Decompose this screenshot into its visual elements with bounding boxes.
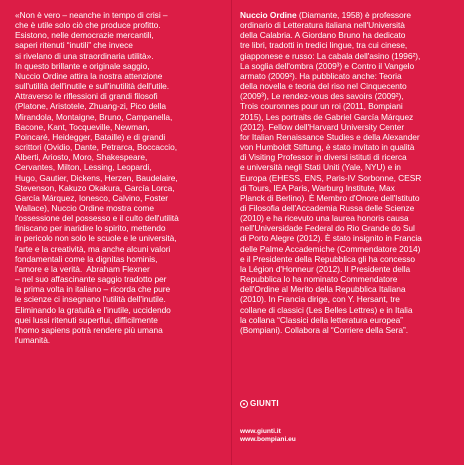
text-line: Poincaré, Heidegger, Bataille) e di grandi bbox=[15, 131, 166, 142]
text-line: si rivelano di una straordinaria utilità». bbox=[15, 50, 154, 61]
text-line: saperi ritenuti “inutili” che invece bbox=[15, 40, 133, 51]
text-line: della novella e teoria del riso nel Cinquecento bbox=[240, 81, 407, 92]
text-line: le scienze ci insegnano l'utilità dell'inutile. bbox=[15, 294, 166, 305]
text-line: In questo brillante e originale saggio, bbox=[15, 60, 150, 71]
text-line: l'homo sapiens potrà rendere più umana bbox=[15, 324, 163, 335]
text-line: e il Presidente della Repubblica gli ha concesso bbox=[240, 253, 415, 264]
text-line: e università negli Stati Uniti (Yale, NYU) e in bbox=[240, 162, 401, 173]
text-line: Cervantes, Milton, Lessing, Leopardi, bbox=[15, 162, 152, 173]
text-line: Hugo, Gautier, Dickens, Herzen, Baudelaire, bbox=[15, 172, 178, 183]
text-line: Mirandola, Montaigne, Bruno, Campanella, bbox=[15, 111, 173, 122]
book-description bbox=[15, 10, 225, 345]
text-line: von Humboldt Stiftung, è stato invitato in qualità bbox=[240, 142, 415, 153]
text-line: Esistono, nelle democrazie mercantili, bbox=[15, 30, 154, 41]
publisher-urls bbox=[240, 428, 296, 445]
text-line: l'arte e la creatività, ma anche alcuni valori bbox=[15, 243, 171, 254]
text-line: Wallace), Nuccio Ordine mostra come bbox=[15, 202, 154, 213]
text-line: Nuccio Ordine (Diamante, 1958) è professore bbox=[240, 10, 412, 20]
text-line: nell'Universidade Federal do Rio Grande do Sul bbox=[240, 223, 415, 234]
publisher-logo bbox=[240, 399, 279, 408]
text-line: in pericolo non solo le scuole e le università, bbox=[15, 233, 177, 244]
text-line: Attraverso le riflessioni di grandi filosofi bbox=[15, 91, 158, 102]
text-line: che è utile solo ciò che produce profitto. bbox=[15, 20, 161, 31]
text-line: (Bompiani). Collabora al “Corriere della Sera”. bbox=[240, 324, 409, 335]
text-line: Repubblica lo ha nominato Commendatore bbox=[240, 274, 398, 285]
text-line: Alberti, Ariosto, Moro, Shakespeare, bbox=[15, 152, 148, 163]
text-line: la collana “Classici della letteratura europea” bbox=[240, 314, 403, 325]
text-line: Bacone, Kant, Tocqueville, Newman, bbox=[15, 121, 150, 132]
author-biography bbox=[240, 10, 460, 335]
text-line: la prima volta in italiano – ricorda che pure bbox=[15, 284, 171, 295]
text-line: ordinario di Letteratura italiana nell'Università bbox=[240, 20, 405, 31]
text-line: finiscano per inaridire lo spirito, mettendo bbox=[15, 223, 166, 234]
text-line: dell'Ordine al Merito della Repubblica Italiana bbox=[240, 284, 406, 295]
text-line: collane di classici (Les Belles Lettres) e in Italia bbox=[240, 304, 413, 315]
text-line: quei lussi ritenuti superflui, difficilmente bbox=[15, 314, 158, 325]
text-line: fondamentali come la dignitas hominis, bbox=[15, 253, 158, 264]
right-cover-flap bbox=[232, 0, 464, 465]
text-line: Eliminando la gratuità e l'inutile, uccidendo bbox=[15, 304, 171, 315]
text-line: armato (2009²). Ha pubblicato anche: Teoria bbox=[240, 70, 402, 81]
text-line: 2015), Les portraits de Gabriel García Márquez bbox=[240, 111, 414, 122]
url-bompiani[interactable]: www.bompiani.eu bbox=[240, 436, 296, 444]
text-line: sull'utilità dell'inutile e sull'inutilità dell'utile. bbox=[15, 81, 170, 92]
text-line: tre libri, tradotti in tredici lingue, tra cui cinese, bbox=[240, 40, 408, 51]
url-giunti[interactable]: www.giunti.it bbox=[240, 428, 281, 435]
text-line: La soglia dell'ombra (2009³) e Contro il Vangelo bbox=[240, 60, 415, 71]
text-line: di Porto Alegre (2012). È stato insignito in Francia bbox=[240, 233, 422, 244]
text-line: delle Palme Accademiche (Commendatore 2014) bbox=[240, 243, 421, 254]
text-line: (2010) e ha ricevuto una laurea honoris causa bbox=[240, 213, 409, 224]
text-line: (2012). Fellow dell'Harvard University Center bbox=[240, 121, 405, 132]
text-line: di Tours, IEA Paris, Warburg Institute, Max bbox=[240, 182, 395, 193]
text-line: Planck di Berlino). È Membro d'Onore dell'Istituto bbox=[240, 192, 420, 203]
text-line: Trois couronnes pour un roi (2011, Bompiani bbox=[240, 101, 403, 112]
text-line: Stevenson, Kakuzo Okakura, García Lorca, bbox=[15, 182, 175, 193]
text-line: Nuccio Ordine attira la nostra attenzione bbox=[15, 70, 163, 81]
text-line: (2010). In Francia dirige, con Y. Hersant, tre bbox=[240, 294, 400, 305]
text-line: l'ossessione del possesso e il culto dell'utilità bbox=[15, 213, 179, 224]
text-line: for Italian Renaissance Studies e della Alexander bbox=[240, 131, 420, 142]
text-line: Europa (EHESS, ENS, Paris-IV Sorbonne, CESR bbox=[240, 172, 422, 183]
text-line: scrittori (Ovidio, Dante, Petrarca, Boccaccio, bbox=[15, 142, 177, 153]
text-line: l'amore e la verità. Abraham Flexner bbox=[15, 263, 150, 274]
text-line: giapponese e russo: La cabala dell'asino (1996²), bbox=[240, 50, 421, 61]
text-line: (2009³), Le rendez-vous des savoirs (2009²), bbox=[240, 91, 404, 102]
text-line: – nel suo affascinante saggio tradotto per bbox=[15, 274, 167, 285]
text-line: «Non è vero – neanche in tempo di crisi – bbox=[15, 10, 168, 20]
publisher-name: GIUNTI bbox=[250, 399, 279, 408]
text-line: di Visiting Professor in diversi istituti di ricerca bbox=[240, 152, 407, 163]
text-line: García Márquez, Ionesco, Calvino, Foster bbox=[15, 192, 169, 203]
text-line: l'umanità. bbox=[15, 335, 51, 345]
giunti-logo-icon bbox=[240, 400, 248, 408]
text-line: di Filosofia dell'Accademia Russa delle Scienze bbox=[240, 202, 415, 213]
text-line: la Légion d'Honneur (2012). Il Presidente della bbox=[240, 263, 411, 274]
text-line: della Calabria. A Giordano Bruno ha dedicato bbox=[240, 30, 406, 41]
text-line: (Platone, Aristotele, Zhuang-zi, Pico della bbox=[15, 101, 167, 112]
